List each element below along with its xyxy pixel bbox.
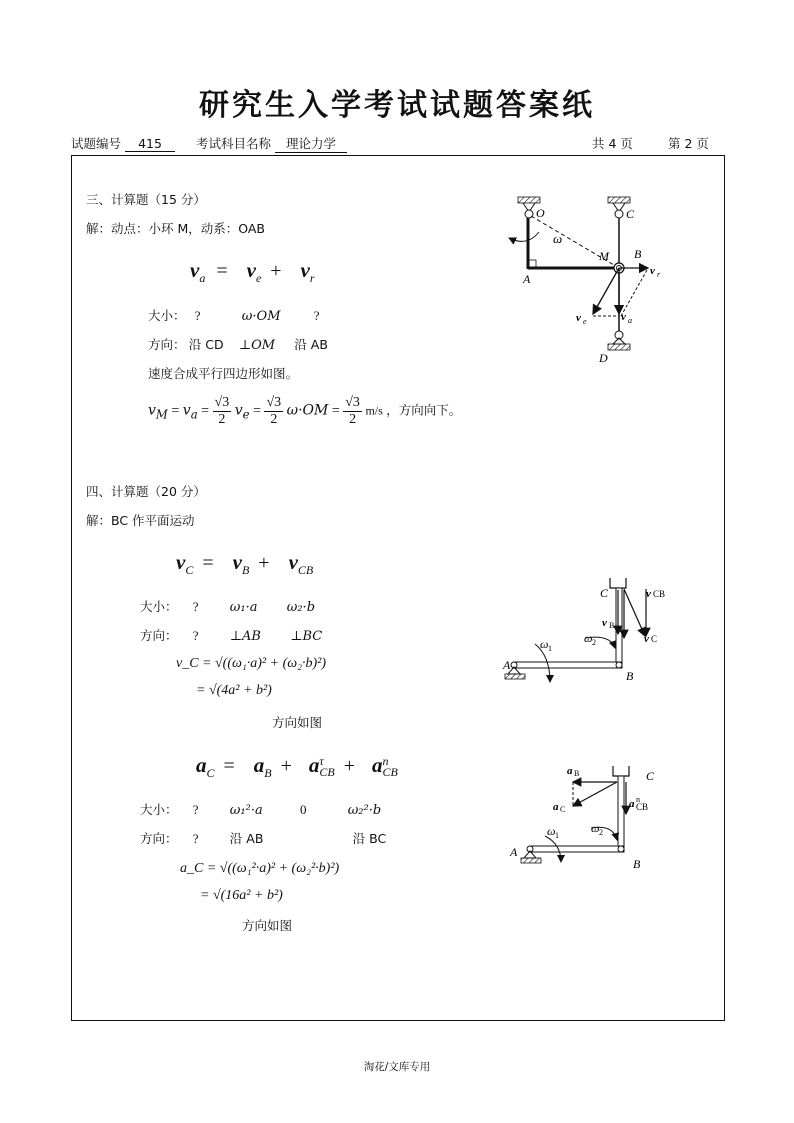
q4-v-direction-row: 方向： ? ⊥AB ⊥BC — [140, 628, 323, 644]
svg-text:B: B — [626, 669, 634, 683]
svg-text:v: v — [602, 617, 607, 629]
svg-text:A: A — [523, 272, 531, 286]
footer-watermark: 淘花/文库专用 — [363, 1061, 431, 1073]
q4-heading: 四、计算题（20 分） — [86, 484, 206, 499]
q3-solution: 解：动点：小环 M，动系：OAB — [86, 221, 266, 236]
svg-text:ω: ω — [591, 821, 600, 835]
svg-text:C: C — [600, 586, 609, 600]
q4-a-size-row: 大小： ? ω₁²·a 0 ω₂²·b — [140, 802, 382, 818]
svg-text:r: r — [657, 270, 661, 279]
q4-a-direction-row: 方向： ? 沿 AB 沿 BC — [140, 831, 387, 846]
q4-velocity-figure — [500, 576, 680, 688]
q4-acceleration-figure — [505, 762, 680, 874]
svg-text:B: B — [574, 769, 580, 778]
page-number: 第 2 页 — [668, 136, 709, 151]
svg-text:v: v — [646, 588, 651, 600]
q3-result: $v_M = v_a$ = $\frac{√3}{2}$ $v_e$ = $\frac{√3}{2}$ ω·OM = $\frac{√3}{2}$ m/s ，方向向下。 — [148, 395, 462, 427]
q4-ac-line1: a_C = √((ω₁²·a)² + (ω₂²·b)²) — [180, 861, 340, 876]
q4-vc-line2: = √(4a² + b²) — [196, 683, 272, 698]
svg-text:a: a — [629, 798, 635, 810]
subject-value: 理论力学 — [275, 134, 347, 153]
q4-v-direction-note: 方向如图 — [272, 715, 323, 730]
exam-code-row — [71, 134, 175, 152]
q4-v-size-row: 大小： ? ω₁·a ω₂·b — [140, 599, 316, 615]
q4-velocity-equation: $v_C = v_B + v_{CB}$ — [176, 550, 314, 577]
page-title: 研究生入学考试试题答案纸 — [199, 88, 595, 123]
q4-vc-line1: v_C = √((ω₁·a)² + (ω₂·b)²) — [176, 656, 327, 671]
q3-direction-row: 方向： 沿 CD ⊥OM 沿 AB — [148, 337, 328, 353]
q4-solution: 解：BC 作平面运动 — [86, 513, 195, 528]
q4-ac-line2: = √(16a² + b²) — [200, 888, 283, 903]
svg-text:v: v — [621, 311, 626, 323]
svg-text:B: B — [609, 621, 615, 630]
svg-text:A: A — [510, 845, 518, 859]
svg-text:ω: ω — [547, 824, 556, 838]
svg-text:v: v — [576, 312, 581, 324]
q3-mechanism-figure — [495, 192, 680, 367]
q3-note: 速度合成平行四边形如图。 — [148, 366, 299, 381]
svg-text:C: C — [560, 805, 566, 814]
svg-text:ω: ω — [540, 637, 549, 651]
svg-text:v: v — [650, 265, 655, 277]
q3-heading: 三、计算题（15 分） — [86, 192, 206, 207]
exam-code-label: 试题编号 — [71, 136, 122, 151]
svg-text:2: 2 — [599, 828, 603, 837]
svg-text:C: C — [626, 207, 635, 221]
svg-text:CB: CB — [636, 802, 649, 812]
subject-row — [196, 134, 347, 153]
q4-a-direction-note: 方向如图 — [242, 918, 293, 933]
svg-text:2: 2 — [592, 638, 596, 647]
svg-text:A: A — [503, 658, 511, 672]
svg-text:B: B — [634, 247, 642, 261]
svg-text:C: C — [651, 634, 658, 644]
svg-text:1: 1 — [548, 644, 552, 653]
svg-text:C: C — [646, 769, 655, 783]
svg-text:M: M — [599, 249, 609, 263]
q3-velocity-equation: $v_a = v_e + v_r$ — [190, 258, 315, 285]
svg-text:B: B — [633, 857, 641, 871]
svg-text:1: 1 — [555, 831, 559, 840]
svg-text:v: v — [644, 633, 649, 645]
total-pages: 共 4 页 — [592, 136, 633, 151]
exam-code-value: 415 — [125, 136, 175, 152]
svg-text:O: O — [536, 206, 545, 220]
svg-text:ω: ω — [584, 631, 593, 645]
svg-text:n: n — [636, 795, 640, 804]
subject-label: 考试科目名称 — [196, 136, 272, 151]
svg-text:e: e — [583, 317, 587, 326]
svg-text:a: a — [567, 765, 573, 777]
svg-text:ω: ω — [553, 231, 563, 246]
svg-text:CB: CB — [653, 589, 666, 599]
svg-text:a: a — [553, 801, 559, 813]
q3-size-row: 大小： ? ω·OM ? — [148, 308, 320, 324]
q4-acceleration-equation: $a_C = a_B + a$ τ CB + a n CB — [196, 753, 398, 780]
svg-text:D: D — [599, 351, 608, 365]
svg-text:a: a — [628, 316, 632, 325]
